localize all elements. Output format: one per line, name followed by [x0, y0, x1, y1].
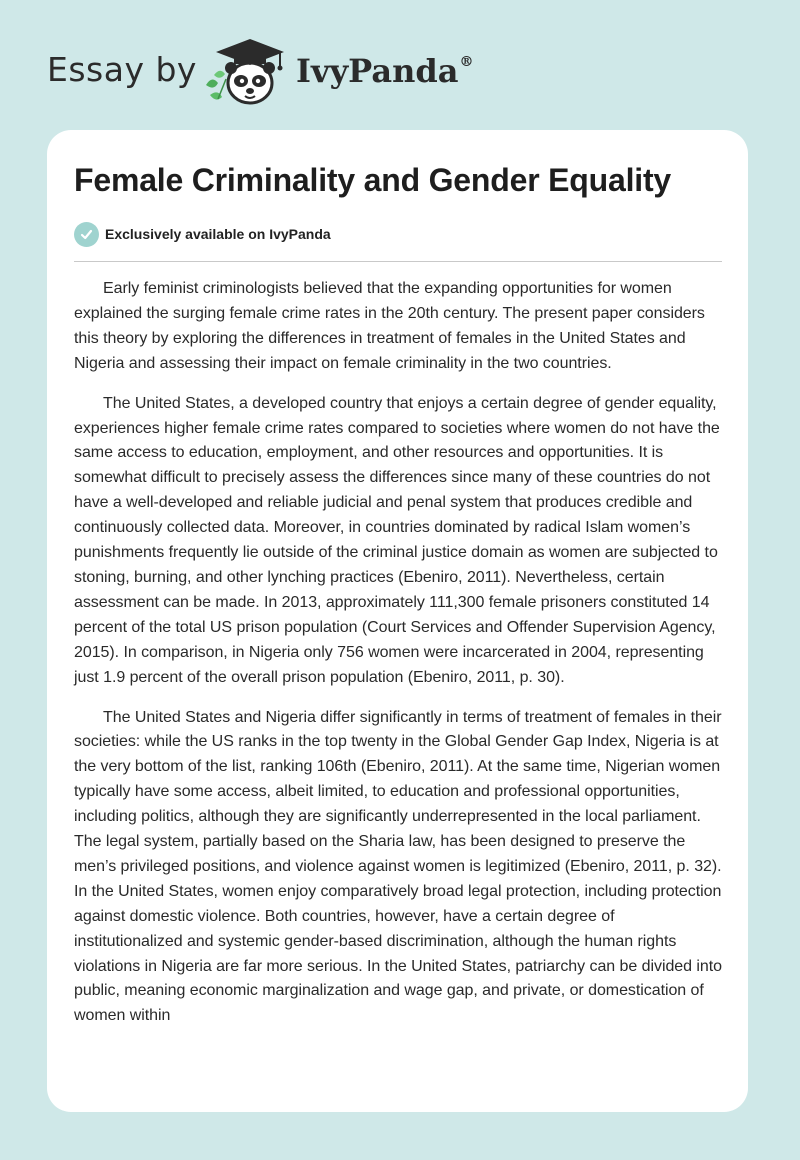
essay-card: [47, 130, 748, 1112]
panda-graduate-logo-icon[interactable]: [200, 35, 292, 107]
site-header: [0, 0, 800, 130]
essay-body: [74, 277, 726, 1044]
paragraph: The United States and Nigeria differ significantly in terms of treatment of females in their societies: while the US ranks in the top twenty in the Global Gender Gap Index, Nigeria is at the very bottom of the list, ranking 106th (Ebeniro, 2011). At the same time, Nigerian women typically have some access, albeit limited, to education and professional opportunities, including politics, although they are significantly underrepresented in the local parliament. The legal system, partially based on the Sharia law, has been designed to preserve the men’s privileged positions, and violence against women is legitimized (Ebeniro, 2011, p. 32). In the United States, women enjoy comparatively broad legal protection, including protection against domestic violence. Both countries, however, have a certain degree of institutionalized and systemic gender-based discrimination, although the human rights violations in Nigeria are far more serious. In the United States, patriarchy can be divided into public, meaning economic marginalization and wage gap, and private, or domestication of women within: [74, 708, 722, 1025]
brand-name-text: IvyPanda: [296, 52, 459, 90]
divider: [74, 261, 722, 262]
registered-mark: ®: [459, 54, 474, 70]
brand-prefix: Essay by: [47, 50, 197, 89]
paragraph: Early feminist criminologists believed that the expanding opportunities for women explained the surging female crime rates in the 20th century. The present paper considers this theory by exploring the differences in treatment of females in the United States and Nigeria and assessing their impact on female criminality in the two countries.: [74, 280, 705, 372]
essay-title: Female Criminality and Gender Equality: [74, 162, 672, 198]
availability-badge: [74, 221, 331, 247]
brand-name: [296, 52, 473, 90]
check-circle-icon: [74, 222, 99, 247]
paragraph: The United States, a developed country that enjoys a certain degree of gender equality, experiences higher female crime rates compared to societies where women do not have the same access to education, employment, and other resources and opportunities. It is somewhat difficult to precisely assess the differences since many of these countries do not have a well-developed and reliable judicial and penal system that produces credible and continuously collected data. Moreover, in countries dominated by radical Islam women’s punishments frequently lie outside of the criminal justice domain as women are subjected to stoning, burning, and other lynching practices (Ebeniro, 2011). Nevertheless, certain assessment can be made. In 2013, approximately 111,300 female prisoners constituted 14 percent of the total US prison population (Court Services and Offender Supervision Agency, 2015). In comparison, in Nigeria only 756 women were incarcerated in 2004, representing just 1.9 percent of the overall prison population (Ebeniro, 2011, p. 30).: [74, 394, 720, 686]
availability-text: Exclusively available on IvyPanda: [105, 226, 331, 242]
